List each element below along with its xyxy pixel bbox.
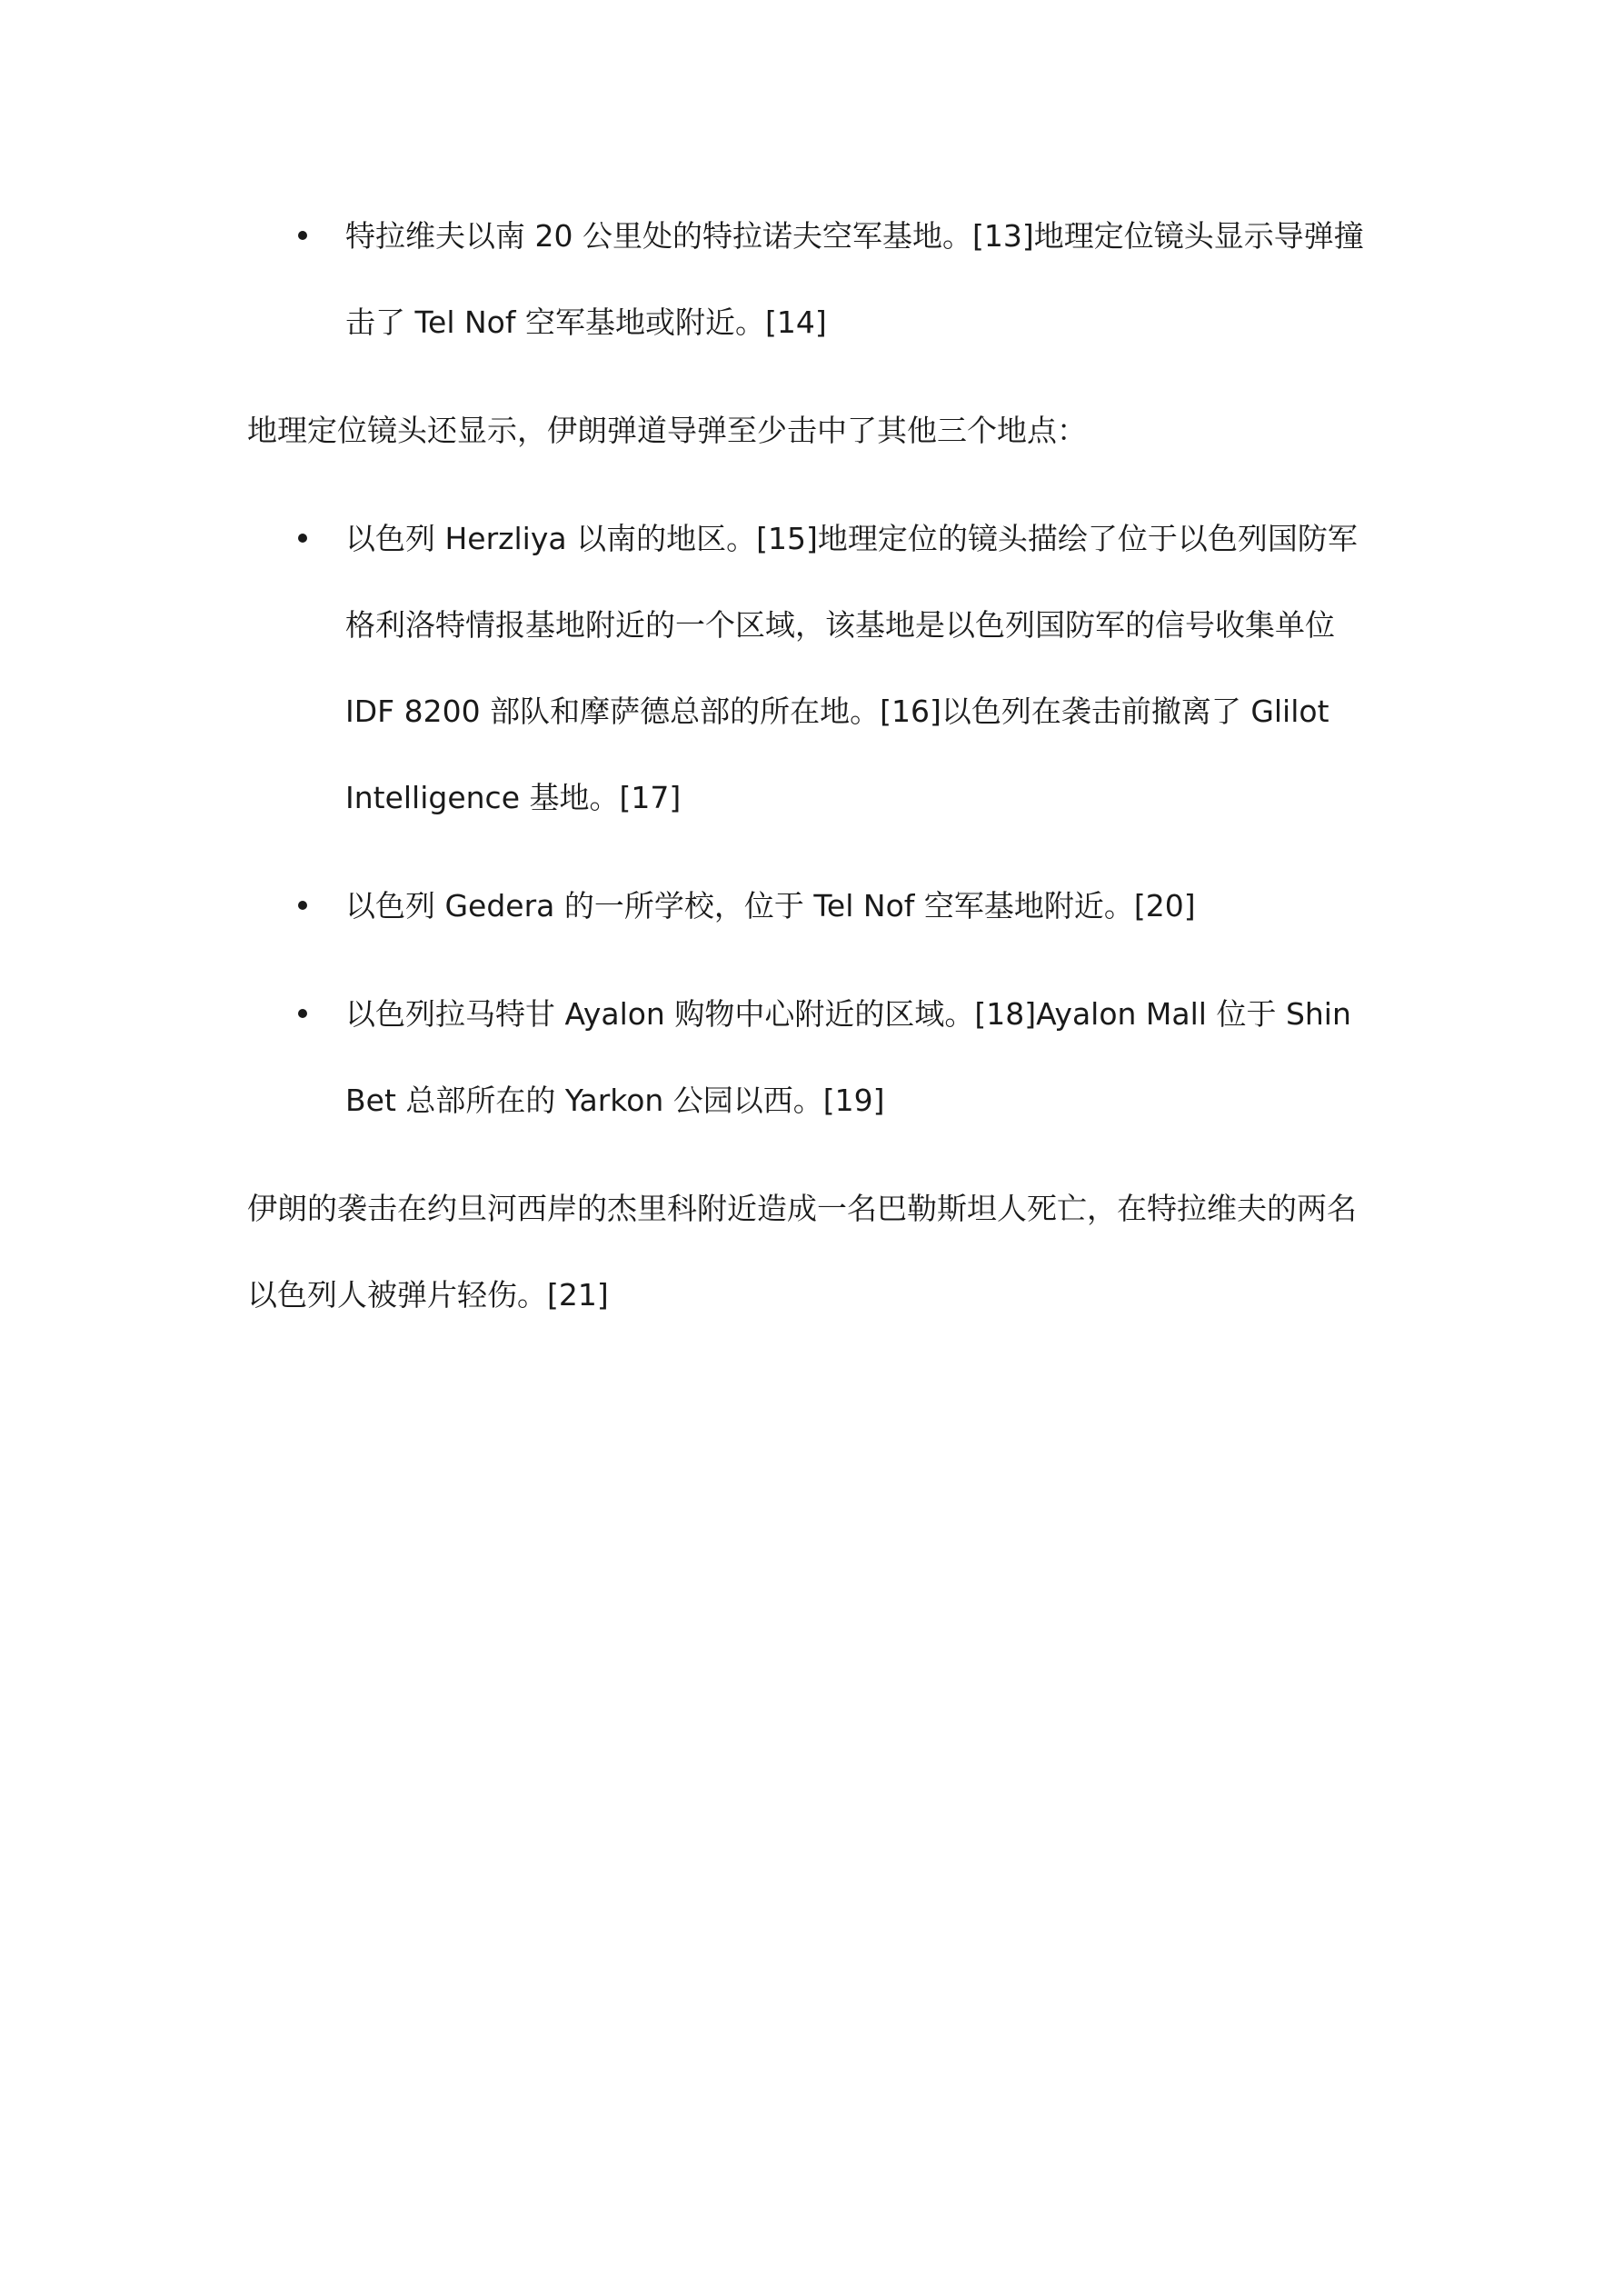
list-item [247, 495, 1383, 841]
list-item-text: 特拉维夫以南 20 公里处的特拉诺夫空军基地。[13]地理定位镜头显示导弹撞击了 Tel Nof 空军基地或附近。[14] [345, 218, 1364, 340]
paragraph: 伊朗的袭击在约旦河西岸的杰里科附近造成一名巴勒斯坦人死亡，在特拉维夫的两名以色列人被弹片轻伤。[21] [247, 1191, 1357, 1313]
list-item [247, 193, 1383, 365]
bullet-icon [298, 1009, 307, 1018]
bullet-icon [298, 231, 307, 240]
bullet-list-1 [247, 193, 1383, 365]
list-item-text: 以色列 Herzliya 以南的地区。[15]地理定位的镜头描绘了位于以色列国防军格利洛特情报基地附近的一个区域，该基地是以色列国防军的信号收集单位 IDF 8200 部队和摩萨德总部的所在地。[16]以色列在袭击前撤离了 Glilot Intelligence 基地。[17] [345, 521, 1358, 815]
list-item [247, 863, 1383, 949]
bullet-list-2 [247, 495, 1383, 1143]
document-body [247, 193, 1383, 1360]
list-item-text: 以色列 Gedera 的一所学校，位于 Tel Nof 空军基地附近。[20] [345, 888, 1196, 923]
list-item-text: 以色列拉马特甘 Ayalon 购物中心附近的区域。[18]Ayalon Mall 位于 Shin Bet 总部所在的 Yarkon 公园以西。[19] [345, 996, 1351, 1118]
bullet-icon [298, 901, 307, 910]
bullet-icon [298, 534, 307, 543]
paragraph: 地理定位镜头还显示，伊朗弹道导弹至少击中了其他三个地点： [247, 413, 1087, 448]
list-item [247, 971, 1383, 1143]
